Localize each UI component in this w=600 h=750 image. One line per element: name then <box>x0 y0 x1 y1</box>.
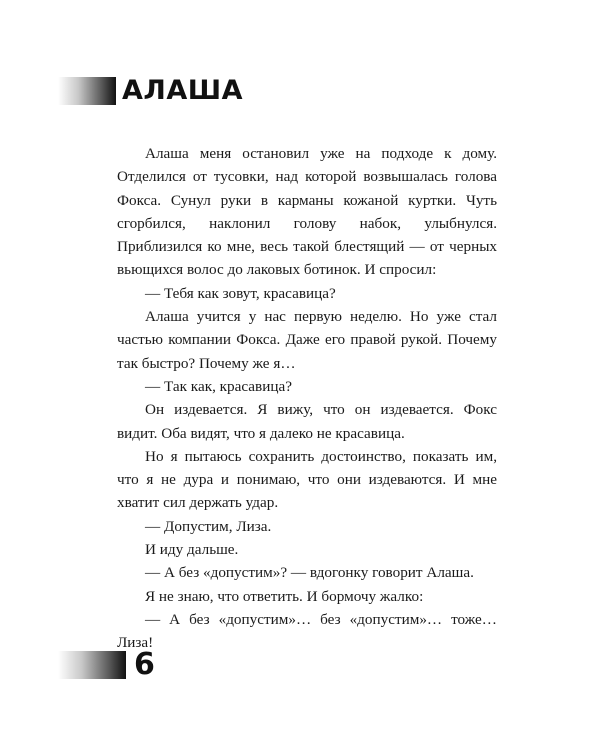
paragraph: Я не знаю, что ответить. И бормочу жалко: <box>145 587 424 605</box>
chapter-title: АЛАША <box>122 75 243 106</box>
footer-gradient-bar <box>58 651 126 679</box>
page-number: 6 <box>134 647 155 682</box>
paragraph: — Допустим, Лиза. <box>145 517 272 535</box>
paragraph: — Так как, красавица? <box>145 377 292 395</box>
header-gradient-bar <box>58 77 116 105</box>
page-footer <box>58 648 155 682</box>
paragraph: Он издевается. Я вижу, что он издевается. Фокс видит. Оба видят, что я далеко не красавица. <box>117 401 497 442</box>
paragraph: Алаша учится у нас первую неделю. Но уже стал частью компании Фокса. Даже его правой рукой. Почему так быстро? Почему же я… <box>117 308 497 372</box>
paragraph: И иду дальше. <box>145 541 239 559</box>
chapter-header <box>58 76 243 106</box>
paragraph: — Тебя как зовут, красавица? <box>145 284 336 302</box>
paragraph: — А без «допустим»? — вдогонку говорит Алаша. <box>145 564 474 582</box>
body-text <box>117 142 497 655</box>
paragraph: Алаша меня остановил уже на подходе к дому. Отделился от тусовки, над которой возвышалась голова Фокса. Сунул руки в карманы кожаной куртки. Чуть сгорбился, наклонил голову набок, улыбнулся. Приблизился ко мне, весь такой блестящий — от черных вьющихся волос до лаковых ботинок. И спросил: <box>117 145 497 279</box>
paragraph: Но я пытаюсь сохранить достоинство, показать им, что я не дура и понимаю, что они издеваются. И мне хватит сил держать удар. <box>117 447 497 512</box>
paragraph: — А без «допустим»… без «допустим»… тоже… Лиза! <box>117 610 497 652</box>
